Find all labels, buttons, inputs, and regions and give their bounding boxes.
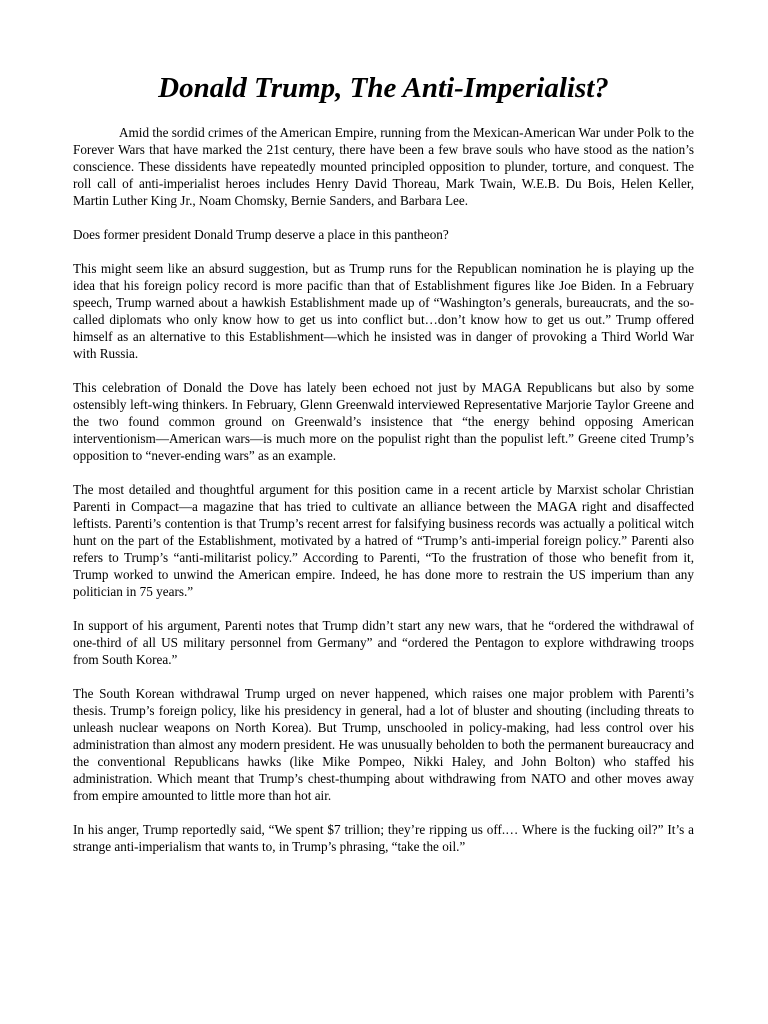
document-title: Donald Trump, The Anti-Imperialist? <box>158 72 609 104</box>
paragraph-trump-speech: This might seem like an absurd suggestion, but as Trump runs for the Republican nomination he is playing up the idea that his foreign policy record is more pacific than that of Establishment figures like Joe Biden. In a February speech, Trump warned about a hawkish Establishment made up of “Washington’s generals, bureaucrats, and the so-called diplomats who only know how to get us into conflict but…don’t know how to get us out.” Trump offered himself as an alternative to this Establishment—which he insisted was in danger of provoking a Third World War with Russia. <box>73 261 694 361</box>
document-page <box>73 70 694 872</box>
paragraph-intro: Amid the sordid crimes of the American Empire, running from the Mexican-American War under Polk to the Forever Wars that have marked the 21st century, there have been a few brave souls who have stood as the nation’s conscience. These dissidents have repeatedly mounted principled opposition to plunder, torture, and conquest. The roll call of anti-imperialist heroes includes Henry David Thoreau, Mark Twain, W.E.B. Du Bois, Helen Keller, Martin Luther King Jr., Noam Chomsky, Bernie Sanders, and Barbara Lee. <box>73 125 694 208</box>
paragraph-parenti-argument: The most detailed and thoughtful argument for this position came in a recent article by Marxist scholar Christian Parenti in Compact—a magazine that has tried to cultivate an alliance between the MAGA right and disaffected leftists. Parenti’s contention is that Trump’s recent arrest for falsifying business records was actually a political witch hunt on the part of the Establishment, motivated by a hatred of “Trump’s anti-imperial foreign policy.” Parenti also refers to Trump’s “anti-militarist policy.” According to Parenti, “To the frustration of those who benefit from it, Trump worked to unwind the American empire. Indeed, he has done more to restrain the US imperium than any politician in 75 years.” <box>73 482 694 599</box>
paragraph-question: Does former president Donald Trump deserve a place in this pantheon? <box>73 227 449 242</box>
paragraph-donald-the-dove: This celebration of Donald the Dove has lately been echoed not just by MAGA Republicans but also by some ostensibly left-wing thinkers. In February, Glenn Greenwald interviewed Representative Marjorie Taylor Greene and the two found common ground on Greenwald’s insistence that “the energy behind opposing American interventionism—American wars—is much more on the populist right than the populist left.” Greene cited Trump’s opposition to “never-ending wars” as an example. <box>73 380 694 463</box>
paragraph-south-korea: The South Korean withdrawal Trump urged on never happened, which raises one major problem with Parenti’s thesis. Trump’s foreign policy, like his presidency in general, had a lot of bluster and shouting (including threats to unleash nuclear weapons on North Korea). But Trump, unschooled in policy-making, had less control over his administration than almost any modern president. He was unusually beholden to both the permanent bureaucracy and the conventional Republicans hawks (like Mike Pompeo, Nikki Haley, and John Bolton) who staffed his administration. Which meant that Trump’s chest-thumping about withdrawing from NATO and other moves away from empire amounted to little more than hot air. <box>73 686 694 803</box>
paragraph-parenti-support: In support of his argument, Parenti notes that Trump didn’t start any new wars, that he “ordered the withdrawal of one-third of all US military personnel from Germany” and “ordered the Pentagon to explore withdrawing troops from South Korea.” <box>73 618 694 667</box>
paragraph-take-the-oil: In his anger, Trump reportedly said, “We spent $7 trillion; they’re ripping us off.… Where is the fucking oil?” It’s a strange anti-imperialism that wants to, in Trump’s phrasing, “take the oil.” <box>73 822 694 854</box>
